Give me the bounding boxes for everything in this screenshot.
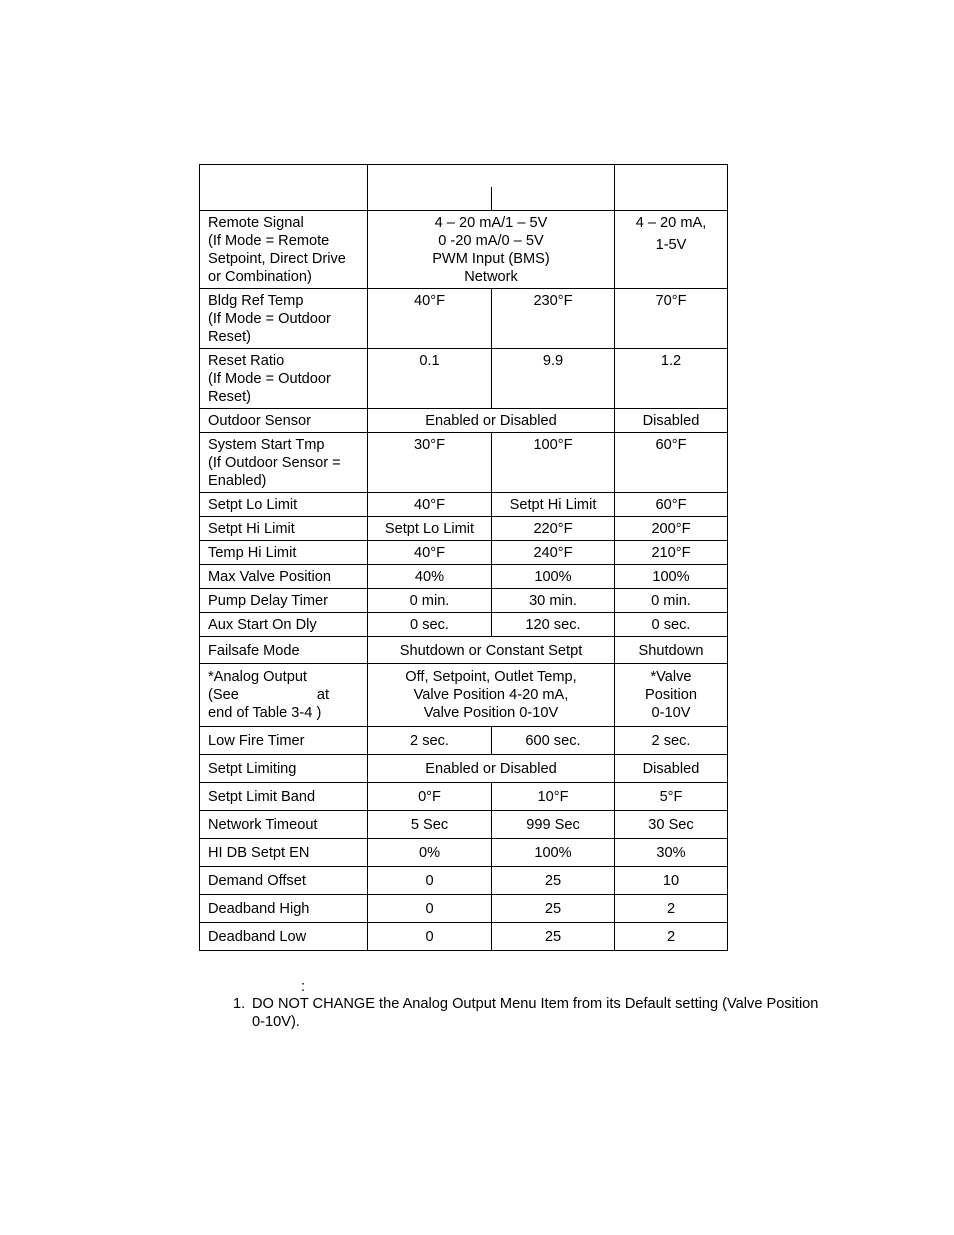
default-value: 10	[615, 867, 728, 895]
default-value: 200°F	[615, 517, 728, 541]
min-value: 5 Sec	[368, 811, 492, 839]
max-value: 25	[492, 895, 615, 923]
min-value: 0 sec.	[368, 613, 492, 637]
min-value: 40°F	[368, 289, 492, 349]
table-row	[200, 541, 728, 565]
default-value: 5°F	[615, 783, 728, 811]
note-text: DO NOT CHANGE the Analog Output Menu Item from its Default setting (Valve Position 0-10V).	[252, 996, 819, 1030]
item-condition: at	[316, 687, 329, 703]
default-value: 2 sec.	[615, 727, 728, 755]
table-row	[200, 409, 728, 433]
max-value: 600 sec.	[492, 727, 615, 755]
max-value: 30 min.	[492, 589, 615, 613]
default-value: 4 – 20 mA,	[635, 215, 707, 231]
table-row	[200, 517, 728, 541]
min-value: 0	[368, 923, 492, 951]
max-value: 9.9	[492, 349, 615, 409]
default-value: Disabled	[615, 409, 728, 433]
item-name: Deadband Low	[200, 923, 368, 951]
min-value: 0	[368, 867, 492, 895]
max-value: 230°F	[492, 289, 615, 349]
default-value: 0 sec.	[615, 613, 728, 637]
min-value: 2 sec.	[368, 727, 492, 755]
notes-heading-colon: :	[301, 979, 306, 995]
table-row	[200, 727, 728, 755]
item-name: Demand Offset	[200, 867, 368, 895]
item-name: Network Timeout	[200, 811, 368, 839]
header-cell-item	[200, 165, 368, 211]
default-value: 1.2	[615, 349, 728, 409]
range-value: PWM Input (BMS)	[432, 251, 550, 267]
max-value: 100%	[492, 839, 615, 867]
table-row	[200, 637, 728, 664]
range-value: 0 -20 mA/0 – 5V	[438, 233, 544, 249]
default-value: 2	[615, 895, 728, 923]
item-name: System Start Tmp	[208, 437, 325, 453]
max-value: 220°F	[492, 517, 615, 541]
item-name: Setpt Limiting	[200, 755, 368, 783]
min-value: 40°F	[368, 493, 492, 517]
table-row	[200, 783, 728, 811]
default-value: 210°F	[615, 541, 728, 565]
table-row	[200, 664, 728, 727]
table-row	[200, 867, 728, 895]
item-name: Bldg Ref Temp	[208, 293, 304, 309]
menu-settings-table	[199, 164, 728, 951]
table-row	[200, 589, 728, 613]
item-name: Deadband High	[200, 895, 368, 923]
max-value: Setpt Hi Limit	[492, 493, 615, 517]
item-name: *Analog Output	[208, 669, 307, 685]
range-value: Network	[464, 269, 518, 285]
range-value: Enabled or Disabled	[368, 755, 615, 783]
item-name: Pump Delay Timer	[200, 589, 368, 613]
default-value: 30 Sec	[615, 811, 728, 839]
min-value: 0 min.	[368, 589, 492, 613]
item-condition: (If Mode = Outdoor	[208, 371, 331, 387]
range-value: Valve Position 0-10V	[423, 705, 559, 721]
max-value: 120 sec.	[492, 613, 615, 637]
item-name: Outdoor Sensor	[200, 409, 368, 433]
max-value: 240°F	[492, 541, 615, 565]
table-row	[200, 839, 728, 867]
item-condition: Reset)	[208, 329, 251, 345]
table-row	[200, 923, 728, 951]
item-name: Setpt Lo Limit	[200, 493, 368, 517]
range-value: 4 – 20 mA/1 – 5V	[434, 215, 548, 231]
note-number: 1.	[233, 996, 246, 1012]
table-row	[200, 349, 728, 409]
range-value: Enabled or Disabled	[368, 409, 615, 433]
item-condition: (See	[208, 687, 239, 703]
table-row	[200, 493, 728, 517]
table-row	[200, 289, 728, 349]
note-item	[233, 995, 823, 1031]
default-value: 1-5V	[655, 237, 687, 253]
min-value: Setpt Lo Limit	[368, 517, 492, 541]
table-row	[200, 895, 728, 923]
item-condition: Setpoint, Direct Drive	[208, 251, 346, 267]
item-name: Temp Hi Limit	[200, 541, 368, 565]
range-value: Valve Position 4-20 mA,	[413, 687, 569, 703]
header-cell-range	[368, 165, 615, 211]
max-value: 100%	[492, 565, 615, 589]
item-name: Reset Ratio	[208, 353, 285, 369]
default-value: Disabled	[615, 755, 728, 783]
table-row	[200, 433, 728, 493]
item-condition: Enabled)	[208, 473, 267, 489]
table-row	[200, 211, 728, 289]
default-value: 0-10V	[651, 705, 691, 721]
min-value: 30°F	[368, 433, 492, 493]
max-value: 100°F	[492, 433, 615, 493]
default-value: 30%	[615, 839, 728, 867]
item-condition: (If Mode = Outdoor	[208, 311, 331, 327]
table-row	[200, 811, 728, 839]
default-value: 60°F	[615, 493, 728, 517]
min-value: 40°F	[368, 541, 492, 565]
default-value: 100%	[615, 565, 728, 589]
item-name: Aux Start On Dly	[200, 613, 368, 637]
item-name: Max Valve Position	[200, 565, 368, 589]
item-condition: or Combination)	[208, 269, 312, 285]
item-name: Low Fire Timer	[200, 727, 368, 755]
item-name: HI DB Setpt EN	[200, 839, 368, 867]
header-divider	[491, 187, 492, 210]
table-row	[200, 613, 728, 637]
header-cell-default	[615, 165, 728, 211]
max-value: 25	[492, 923, 615, 951]
item-condition: (If Outdoor Sensor =	[208, 455, 341, 471]
min-value: 40%	[368, 565, 492, 589]
item-name: Setpt Hi Limit	[200, 517, 368, 541]
max-value: 999 Sec	[492, 811, 615, 839]
min-value: 0.1	[368, 349, 492, 409]
default-value: 70°F	[615, 289, 728, 349]
min-value: 0	[368, 895, 492, 923]
default-value: *Valve	[650, 669, 692, 685]
table-row	[200, 565, 728, 589]
max-value: 10°F	[492, 783, 615, 811]
default-value: Position	[645, 687, 697, 703]
default-value: 2	[615, 923, 728, 951]
default-value: 0 min.	[615, 589, 728, 613]
min-value: 0%	[368, 839, 492, 867]
item-name: Remote Signal	[208, 215, 304, 231]
item-condition: end of Table 3-4 )	[208, 705, 322, 721]
table-row	[200, 755, 728, 783]
item-condition: Reset)	[208, 389, 251, 405]
notes-list	[233, 995, 823, 1031]
item-name: Failsafe Mode	[200, 637, 368, 664]
default-value: Shutdown	[615, 637, 728, 664]
default-value: 60°F	[615, 433, 728, 493]
min-value: 0°F	[368, 783, 492, 811]
table-header-row	[200, 165, 728, 211]
item-name: Setpt Limit Band	[200, 783, 368, 811]
item-condition: (If Mode = Remote	[208, 233, 330, 249]
range-value: Shutdown or Constant Setpt	[368, 637, 615, 664]
max-value: 25	[492, 867, 615, 895]
range-value: Off, Setpoint, Outlet Temp,	[405, 669, 577, 685]
